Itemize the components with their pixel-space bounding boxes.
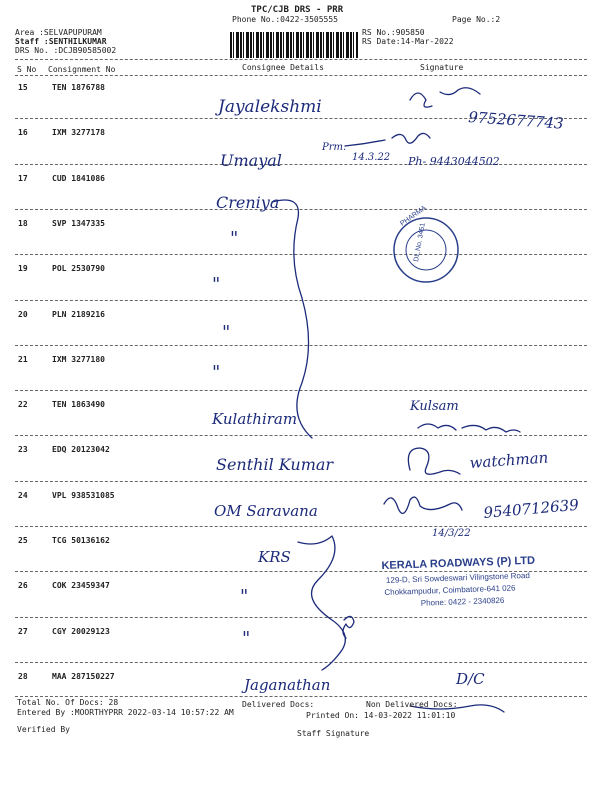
round-stamp-text: PHARMA [399,204,428,228]
row-consignment-no: PLN 2189216 [52,309,105,319]
document-title: TPC/CJB DRS - PRR [251,5,344,15]
signature-r22 [418,424,520,432]
rs-date: RS Date:14-Mar-2022 [362,37,454,46]
handwritten-phone-r16: Ph- 9443044502 [408,155,500,168]
stamp-address-2: Chokkampudur, Coimbatore-641 026 [384,583,516,597]
ditto-mark-r21: " [212,362,221,383]
ditto-mark-r19: " [212,274,221,295]
row-consignment-no: IXM 3277180 [52,354,105,364]
row-consignment-no: MAA 287150227 [52,671,115,681]
row-consignment-no: COK 23459347 [52,581,110,591]
signature-r15 [410,88,480,107]
handwritten-name-r16: Umayal [220,151,282,170]
handwritten-phone-r24: 9540712639 [482,495,580,522]
row-sno: 18 [18,218,28,228]
col-header-consignee: Consignee Details [242,63,324,72]
row-sno: 17 [18,173,28,183]
row-consignment-no: VPL 938531085 [52,490,115,500]
row-consignment-no: CGY 20029123 [52,626,110,636]
handwritten-name-r25: KRS [258,548,291,566]
handwritten-date-r25: 14/3/22 [432,528,471,539]
handwritten-name-r28: Jaganathan [244,676,331,694]
row-sno: 27 [18,626,28,636]
bracket-line-r17-r21 [272,200,312,438]
rs-number: RS No.:905850 [362,28,425,37]
row-sno: 21 [18,354,28,364]
row-consignment-no: IXM 3277178 [52,128,105,138]
page-number: Page No.:2 [452,15,501,24]
handwritten-note-r16: Prm. [322,142,347,153]
stamp-phone: Phone: 0422 - 2340826 [420,595,505,608]
row-sno: 26 [18,581,28,591]
row-sno: 28 [18,671,28,681]
phone-number: Phone No.:0422-3505555 [232,15,338,24]
bracket-line-r25-r28 [298,536,345,670]
staff-signature-label: Staff Signature [297,729,370,738]
handwritten-name-r24: OM Saravana [214,502,318,520]
non-delivered-docs: Non Delivered Docs: [366,700,458,709]
verified-by: Verified By [17,725,70,734]
handwritten-name-r23: Senthil Kumar [216,455,334,474]
col-header-consignment: Consignment No [48,65,116,74]
handwritten-name-r15: Jayalekshmi [218,97,322,117]
col-header-sno: S No [17,65,37,74]
total-docs: Total No. Of Docs: 28 [17,698,119,707]
handwritten-name-r22: Kulathiram [212,410,298,428]
row-sno: 15 [18,83,28,92]
row-sno: 23 [18,445,28,455]
row-consignment-no: EDQ 20123042 [52,445,110,455]
row-sno: 20 [18,309,28,319]
staff-label: Staff :SENTHILKUMAR [15,37,107,46]
ditto-mark-r20: " [222,322,231,343]
row-sno: 24 [18,490,28,500]
row-sno: 25 [18,536,28,545]
handwritten-sig-r22: Kulsam [410,399,459,414]
row-sno: 19 [18,264,28,274]
ditto-mark-r27: " [242,628,251,649]
row-consignment-no: TEN 1876788 [52,83,105,92]
drs-number: DRS No. :DCJB90585002 [15,46,117,55]
handwritten-date-r16: 14.3.22 [352,152,391,163]
handwritten-note-r28: D/C [456,670,485,688]
ditto-mark-r18: " [230,228,239,249]
row-consignment-no: TCG 50136162 [52,536,110,545]
delivered-docs: Delivered Docs: [242,700,315,709]
signature-r16 [345,133,430,146]
handwritten-phone-r15: 9752677743 [467,108,565,133]
stamp-address-1: 129-D, Sri Sowdeswari Vilingstone Road [385,570,530,585]
signature-r23 [408,448,460,474]
signature-r24 [384,497,462,513]
row-sno: 16 [18,128,28,138]
row-consignment-no: POL 2530790 [52,264,105,274]
ditto-mark-r26: " [240,586,249,607]
col-header-signature: Signature [420,63,464,72]
entered-by: Entered By :MOORTHYPRR 2022-03-14 10:57:22 AM [17,708,234,717]
handwritten-name-r17: Creniya [216,193,280,212]
row-sno: 22 [18,400,28,410]
area-label: Area :SELVAPUPURAM [15,28,102,37]
kerala-roadways-stamp [381,555,536,609]
printed-on: Printed On: 14-03-2022 11:01:10 [306,711,456,720]
round-pharmacy-stamp [394,205,458,282]
handwritten-note-r23: watchman [469,448,549,472]
round-stamp-code: DL.No. 3451 [413,222,427,263]
stamp-company-name: KERALA ROADWAYS (P) LTD [381,554,536,573]
row-consignment-no: SVP 1347335 [52,218,105,228]
row-consignment-no: TEN 1863490 [52,400,105,410]
row-consignment-no: CUD 1841086 [52,173,105,183]
